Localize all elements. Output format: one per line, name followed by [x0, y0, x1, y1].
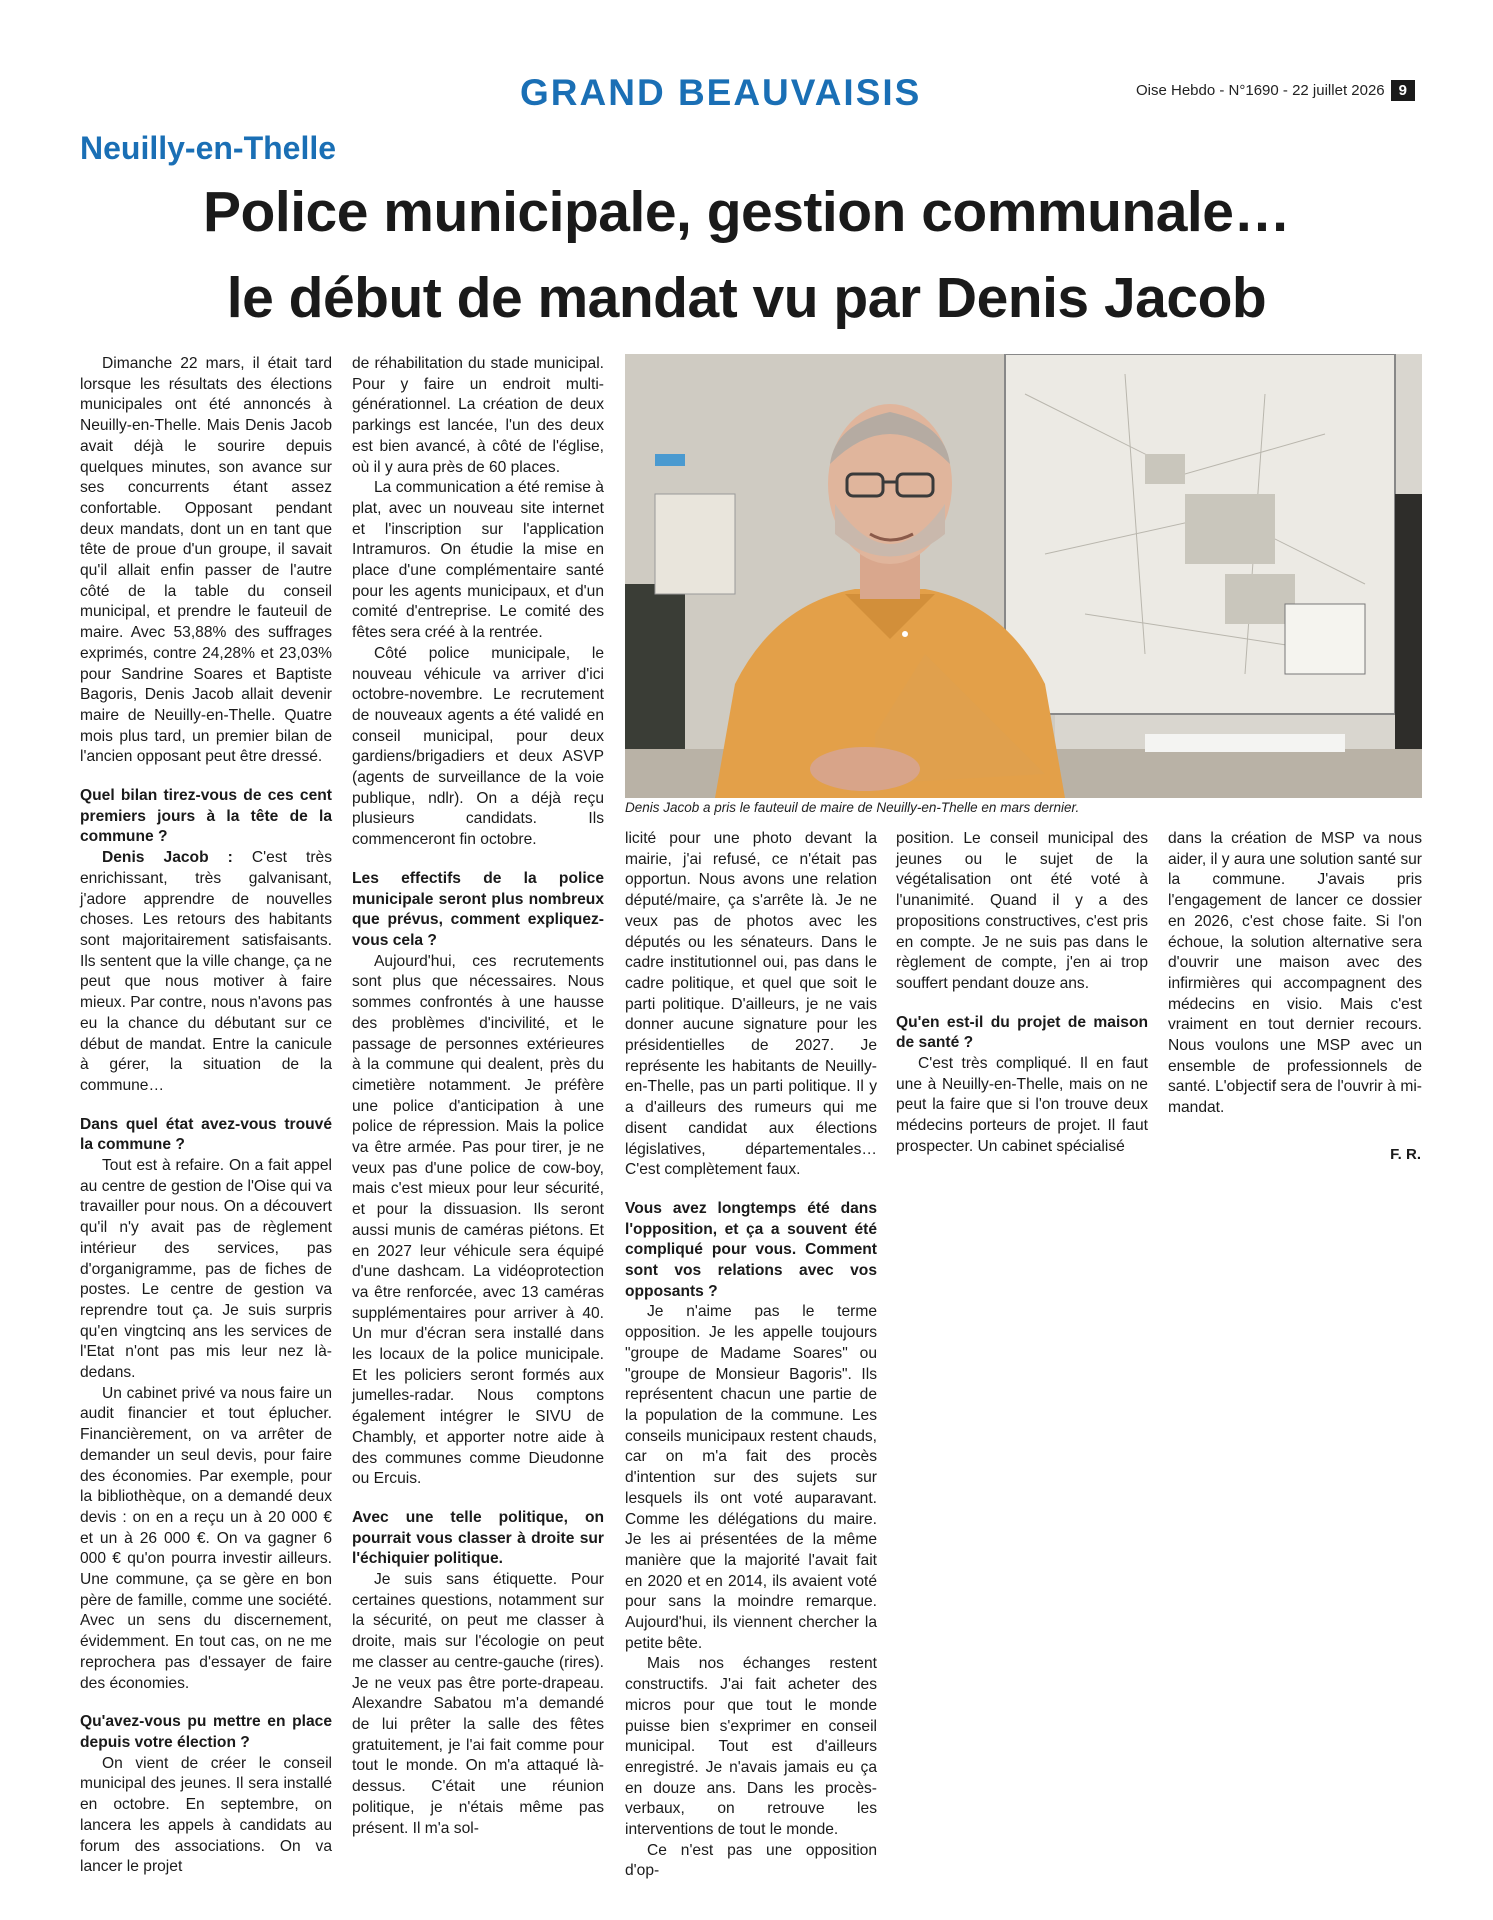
article-column-4 [896, 829, 1148, 1158]
paragraph: Côté police municipale, le nouveau véhicule va arriver d'ici octobre-novembre. Le recrutement de nouveaux agents a été validé en conseil municipal, pour deux gardiens/brigadiers et deux ASVP (agents de surveillance de la voie publique, ndlr). On a déjà reçu plusieurs candidats. Ils commenceront fin octobre. [352, 644, 604, 849]
photo-caption: Denis Jacob a pris le fauteuil de maire de Neuilly-en-Thelle en mars dernier. [625, 800, 1080, 815]
answer: Je suis sans étiquette. Pour certaines questions, notamment sur la sécurité, on peut me classer à droite, mais sur l'écologie on peut me classer au centre-gauche (rires). Je ne veux pas être porte-drapeau. Alexandre Sabatou m'a demandé de lui prêter la salle des fêtes gratuitement, je l'ai fait comme pour tout le monde. On m'a attaqué là-dessus. C'était une réunion politique, je n'étais même pas présent. Il m'a sol- [352, 1571, 604, 1837]
question: Qu'avez-vous pu mettre en place depuis votre élection ? [80, 1713, 332, 1751]
article-column-5 [1168, 829, 1422, 1119]
speaker-name: Denis Jacob : [102, 849, 233, 867]
paragraph: position. Le conseil municipal des jeunes ou le sujet de la végétalisation ont été voté à l'unanimité. Quand il y a des propositions constructives, c'est pris en compte. Je ne suis pas dans le règlement de compte, j'en ai trop souffert pendant douze ans. [896, 830, 1148, 992]
question: Dans quel état avez-vous trouvé la commune ? [80, 1115, 332, 1154]
answer: Je n'aime pas le terme opposition. Je les appelle toujours "groupe de Madame Soares" ou "groupe de Monsieur Bagoris". Ils représentent chacun une partie de la population de la commune. Les conseils municipaux restent chauds, car on m'a fait des procès d'intention sur des sujets sur lesquels ils ont voté auparavant. Comme les délégations du maire. Je les ai présentées de la même manière que la majorité l'avait fait en 2020 et en 2014, ils avaient voté pour sans la moindre remarque. Aujourd'hui, ils viennent chercher la petite bête. [625, 1303, 877, 1652]
answer: Tout est à refaire. On a fait appel au centre de gestion de l'Oise qui va travailler pour nous. On a découvert qu'il n'y avait pas de règlement intérieur des services, pas d'organigramme, pas de fiches de postes. Le centre de gestion va reprendre tout ça. Je suis surpris qu'en vingtcinq ans les services de l'Etat n'ont pas mis leur nez là-dedans. [80, 1157, 332, 1382]
question: Avec une telle politique, on pourrait vous classer à droite sur l'échiquier politique. [352, 1508, 604, 1568]
page-number: 9 [1391, 80, 1415, 101]
intro-paragraph: Dimanche 22 mars, il était tard lorsque les résultats des élections municipales ont été annoncés à Neuilly-en-Thelle. Mais Denis Jacob avait déjà le sourire depuis quelques minutes, son avance sur ses concurrents étant assez confortable. Opposant pendant deux mandats, dont un en tant que tête de proue d'un groupe, il savait qu'il allait enfin passer de l'autre côté de la table du conseil municipal, et prendre le fauteuil de maire. Avec 53,88% des suffrages exprimés, contre 24,28% et 23,03% pour Sandrine Soares et Baptiste Bagoris, Denis Jacob allait devenir maire de Neuilly-en-Thelle. Quatre mois plus tard, un premier bilan de l'ancien opposant peut être dressé. [80, 355, 332, 766]
answer: On vient de créer le conseil municipal des jeunes. Il sera installé en octobre. En septembre, on lancera les appels à candidats au forum des associations. On va lancer le projet [80, 1754, 332, 1876]
article-column-2 [352, 354, 604, 1839]
paragraph: La communication a été remise à plat, avec un nouveau site internet et l'inscription sur l'application Intramuros. On étudie la mise en place d'une complémentaire santé pour les agents municipaux, et d'un comité d'entreprise. Le comité des fêtes sera créé à la rentrée. [352, 479, 604, 642]
publication-info: Oise Hebdo - N°1690 - 22 juillet 2026 [1136, 82, 1385, 99]
answer: Mais nos échanges restent constructifs. J'ai fait acheter des micros pour que tout le monde puisse bien s'exprimer en conseil municipal. Tout est d'ailleurs enregistré. Je n'avais jamais eu ça en douze ans. Dans les procès-verbaux, on retrouve les interventions de tout le monde. [625, 1655, 877, 1839]
question: Les effectifs de la police municipale seront plus nombreux que prévus, comment expliquez-vous cela ? [352, 869, 604, 949]
question: Vous avez longtemps été dans l'opposition, et ça a souvent été compliqué pour vous. Comment sont vos relations avec vos opposants ? [625, 1199, 877, 1300]
paragraph: licité pour une photo devant la mairie, j'ai refusé, ce n'était pas opportun. Nous avons une relation député/maire, ça s'arrête là. Je ne veux pas de photos avec les députés ou les sénateurs. Dans le cadre institutionnel oui, pas dans le cadre politique, et quel que soit le parti politique. D'ailleurs, je ne vais donner aucune signature pour les présidentielles de 2027. Je représente les habitants de Neuilly-en-Thelle, pas un parti politique. Il y a d'ailleurs des rumeurs qui me disent candidat aux élections législatives, départementales… C'est complètement faux. [625, 830, 877, 1179]
town-name: Neuilly-en-Thelle [80, 130, 337, 166]
author-signature: F. R. [1390, 1146, 1421, 1163]
paragraph: de réhabilitation du stade municipal. Pour y faire un endroit multi-générationnel. La création de deux parkings est lancée, l'un des deux est bien avancé, à côté de l'église, où il y aura près de 60 places. [352, 355, 604, 476]
article-photo [625, 354, 1422, 798]
answer: Aujourd'hui, ces recrutements sont plus que nécessaires. Nous sommes confrontés à une hausse des problèmes d'incivilité, et le passage de personnes extérieures à la commune qui dealent, près du cimetière notamment. Je préfère une police d'anticipation à une police de répression. Mais la police va être armée. Pas pour tirer, je ne veux pas d'une police de cow-boy, mais c'est mieux pour leur sécurité, et pour la dissuasion. Ils seront aussi munis de caméras piétons. Et en 2027 leur véhicule sera équipé d'une dashcam. La vidéoprotection va être renforcée, avec 13 caméras supplémentaires pour arriver à 40. Un mur d'écran sera installé dans les locaux de la police municipale. Et les policiers seront formés aux jumelles-radar. Nous comptons également intégrer le SIVU de Chambly, et apporter notre aide à des communes comme Dieudonne ou Ercuis. [352, 952, 604, 1488]
question: Quel bilan tirez-vous de ces cent premiers jours à la tête de la commune ? [80, 787, 332, 846]
answer: C'est très compliqué. Il en faut une à Neuilly-en-Thelle, mais on ne peut la faire que si l'on trouve deux médecins porteurs de projet. Il faut prospecter. Un cabinet spécialisé [896, 1055, 1148, 1155]
headline-line-1: Police municipale, gestion communale… [203, 180, 1290, 244]
article-column-3 [625, 829, 877, 1882]
paragraph: dans la création de MSP va nous aider, il y aura une solution santé sur la commune. J'avais pris l'engagement de lancer ce dossier en 2026, c'est chose faite. Si l'on échoue, la solution alternative sera d'ouvrir une maison avec des infirmières qui accompagnent des médecins en visio. Mais c'est vraiment en tout dernier recours. Nous voulons une MSP avec un ensemble de professionnels de santé. L'objectif sera de l'ouvrir à mi-mandat. [1168, 830, 1422, 1117]
answer: Ce n'est pas une opposition d'op- [625, 1841, 877, 1880]
headline-line-2: le début de mandat vu par Denis Jacob [226, 266, 1267, 330]
article-column-1 [80, 354, 332, 1878]
answer: Un cabinet privé va nous faire un audit financier et tout éplucher. Financièrement, on va arrêter de demander un seul devis, pour faire des économies. Par exemple, pour la bibliothèque, on a demandé deux devis : on en a reçu un à 20 000 € et un à 26 000 €. On va gagner 6 000 € qu'on pourra investir ailleurs. Une commune, ça se gère en bon père de famille, comme une société. Avec un sens du discernement, évidemment. En tout cas, on ne me reprochera pas d'essayer de faire des économies. [80, 1384, 332, 1692]
section-title: GRAND BEAUVAISIS [520, 72, 922, 113]
publication-line [1136, 80, 1415, 101]
answer [80, 848, 332, 1096]
portrait-illustration [625, 354, 1422, 798]
answer-text: C'est très enrichissant, très galvanisant, j'adore apprendre de nouvelles choses. Les retours des habitants sont majoritairement satisfaisants. Ils sentent que la ville change, ça ne peut que nous motiver à faire mieux. Par contre, nous n'avons pas eu la chance du débutant sur ce début de mandat. Entre la canicule à gérer, la situation de la commune… [80, 849, 332, 1094]
question: Qu'en est-il du projet de maison de santé ? [896, 1013, 1148, 1052]
